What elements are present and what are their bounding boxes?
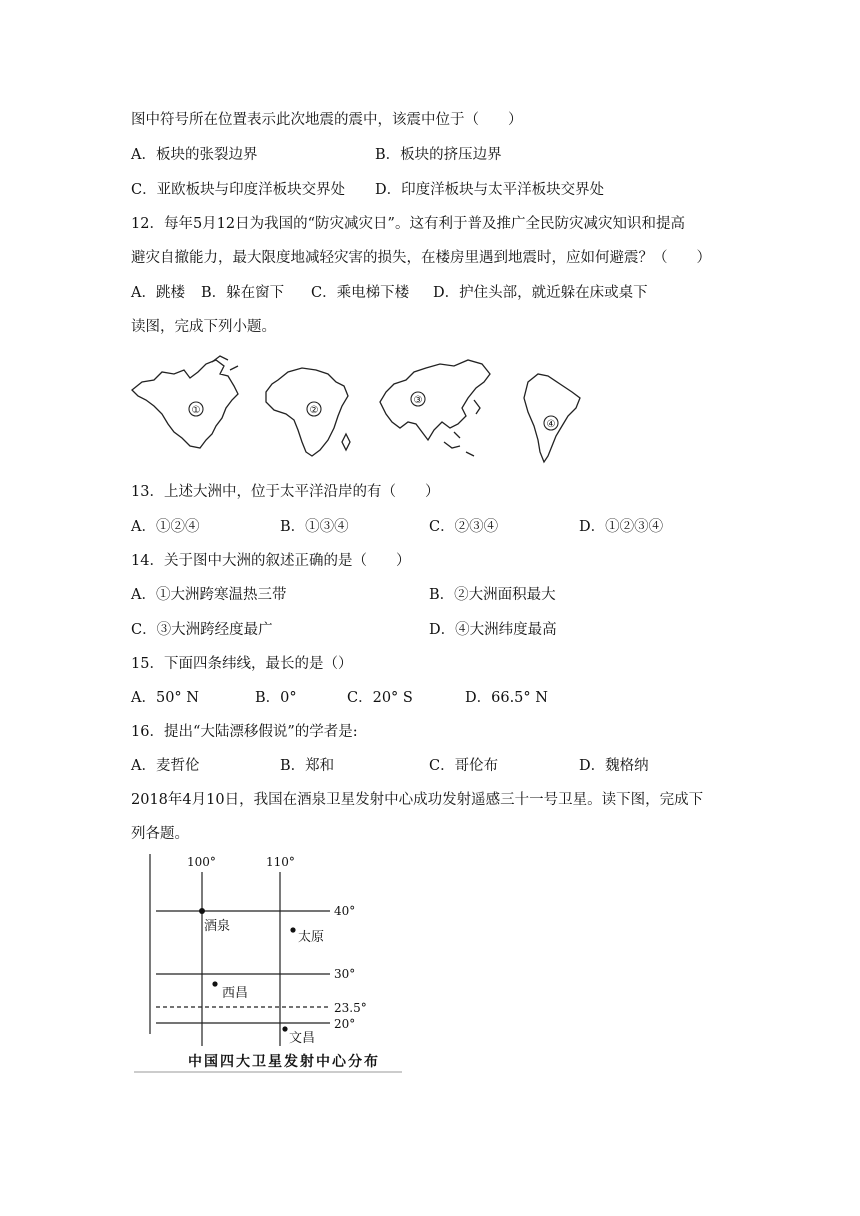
q11-option-c: C．亚欧板块与印度洋板块交界处 xyxy=(131,182,346,198)
wenchang-dot xyxy=(282,1026,287,1031)
q15-option-a: A．50° N xyxy=(131,690,199,706)
q14-option-b: B．②大洲面积最大 xyxy=(429,587,556,603)
q12-option-a: A．跳楼 xyxy=(131,285,185,301)
north-america-outline xyxy=(132,360,238,448)
city-taiyuan: 太原 xyxy=(298,930,325,945)
lon-label-110: 110° xyxy=(266,855,295,869)
city-xichang: 西昌 xyxy=(222,986,249,1001)
question-16-stem: 16．提出“大陆漂移假说”的学者是: xyxy=(131,724,358,740)
q12-option-d: D．护住头部，就近躲在床或桌下 xyxy=(433,285,648,301)
taiyuan-dot xyxy=(290,927,295,932)
city-wenchang: 文昌 xyxy=(289,1031,316,1046)
asia-outline xyxy=(380,360,490,440)
q12-option-c: C．乘电梯下楼 xyxy=(311,285,410,301)
q15-option-d: D．66.5° N xyxy=(465,690,548,706)
jiuquan-dot xyxy=(199,908,205,914)
continent-label-3: ③ xyxy=(413,395,423,406)
continent-label-4: ④ xyxy=(546,419,556,430)
question-13-stem: 13．上述大洲中，位于太平洋沿岸的有（ ） xyxy=(131,484,440,500)
satellite-intro-line1: 2018年4月10日，我国在酒泉卫星发射中心成功发射遥感三十一号卫星。读下图，完成下 xyxy=(131,792,704,808)
q13-option-a: A．①②④ xyxy=(131,519,200,535)
continents-figure xyxy=(128,352,588,468)
q16-option-c: C．哥伦布 xyxy=(429,758,499,774)
lon-label-100: 100° xyxy=(187,855,216,869)
lat-label-30: 30° xyxy=(334,967,356,981)
question-12-line2: 避灾自撤能力，最大限度地减轻灾害的损失，在楼房里遇到地震时，应如何避震？（ ） xyxy=(131,250,711,266)
q11-option-b: B．板块的挤压边界 xyxy=(375,147,502,163)
q13-option-b: B．①③④ xyxy=(280,519,349,535)
lat-label-20: 20° xyxy=(334,1017,356,1031)
xichang-dot xyxy=(212,981,217,986)
q16-option-b: B．郑和 xyxy=(280,758,335,774)
question-12-line1: 12．每年5月12日为我国的“防灾减灾日”。这有利于普及推广全民防灾减灾知识和提高 xyxy=(131,216,685,232)
lat-label-40: 40° xyxy=(334,904,356,918)
q16-option-a: A．麦哲伦 xyxy=(131,758,200,774)
q14-option-d: D．④大洲纬度最高 xyxy=(429,622,557,638)
question-11-stem: 图中符号所在位置表示此次地震的震中，该震中位于（ ） xyxy=(131,112,523,128)
south-america-outline xyxy=(524,374,580,462)
africa-outline xyxy=(266,368,348,456)
continent-label-1: ① xyxy=(191,405,201,416)
q14-option-c: C．③大洲跨经度最广 xyxy=(131,622,273,638)
continent-label-2: ② xyxy=(309,405,319,416)
q16-option-d: D．魏格纳 xyxy=(579,758,649,774)
launch-centers-map xyxy=(130,850,420,1090)
q11-option-a: A．板块的张裂边界 xyxy=(131,147,258,163)
lat-label-23-5: 23.5° xyxy=(334,1001,367,1015)
q13-option-c: C．②③④ xyxy=(429,519,499,535)
q15-option-c: C．20° S xyxy=(347,690,413,706)
q12-option-b: B．躲在窗下 xyxy=(201,285,285,301)
read-map-instruction: 读图，完成下列小题。 xyxy=(131,319,276,335)
satellite-intro-line2: 列各题。 xyxy=(131,826,189,842)
map-caption: 中国四大卫星发射中心分布 xyxy=(188,1054,380,1070)
question-14-stem: 14．关于图中大洲的叙述正确的是（ ） xyxy=(131,553,411,569)
q14-option-a: A．①大洲跨寒温热三带 xyxy=(131,587,287,603)
question-15-stem: 15．下面四条纬线，最长的是（） xyxy=(131,656,353,672)
q11-option-d: D．印度洋板块与太平洋板块交界处 xyxy=(375,182,605,198)
city-jiuquan: 酒泉 xyxy=(204,919,231,934)
q13-option-d: D．①②③④ xyxy=(579,519,664,535)
q15-option-b: B．0° xyxy=(255,690,297,706)
